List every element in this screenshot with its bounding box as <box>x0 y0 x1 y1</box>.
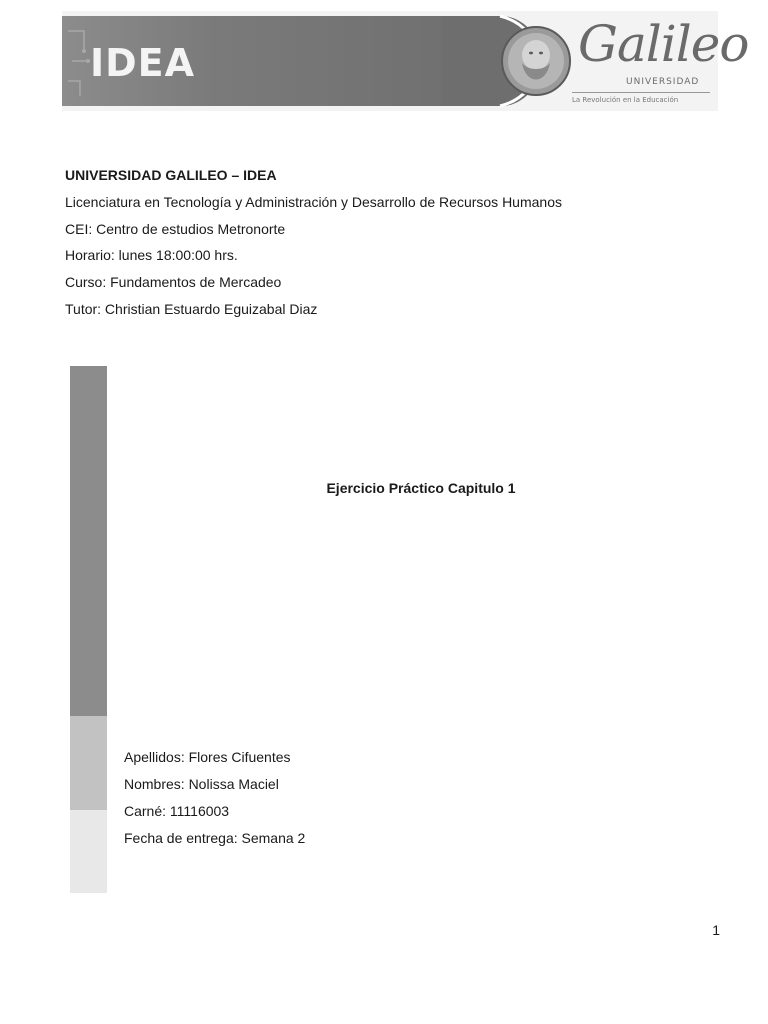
galileo-portrait-icon <box>500 25 572 97</box>
page-number: 1 <box>712 922 720 938</box>
header-banner <box>62 11 749 111</box>
study-center: CEI: Centro de estudios Metronorte <box>65 220 286 237</box>
university-name: UNIVERSIDAD GALILEO – IDEA <box>65 167 277 183</box>
program-name: Licenciatura en Tecnología y Administración y Desarrollo de Recursos Humanos <box>65 193 562 210</box>
course-name: Curso: Fundamentos de Mercadeo <box>65 274 282 291</box>
decorative-bar-dark <box>70 366 107 716</box>
student-info <box>124 744 305 852</box>
galileo-logo-subtitle: UNIVERSIDAD <box>626 77 700 87</box>
idea-logo: IDEA <box>90 41 196 85</box>
document-title: Ejercicio Práctico Capitulo 1 <box>326 480 516 496</box>
tagline-rule <box>572 92 710 93</box>
tutor-name: Tutor: Christian Estuardo Eguizabal Diaz <box>65 300 318 317</box>
decorative-bar-mid <box>70 716 107 810</box>
galileo-tagline: La Revolución en la Educación <box>572 96 679 104</box>
due-date: Fecha de entrega: Semana 2 <box>124 830 306 846</box>
student-surnames: Apellidos: Flores Cifuentes <box>124 749 291 765</box>
student-carne: Carné: 11116003 <box>124 803 230 819</box>
galileo-logo: Galileo <box>578 15 749 73</box>
schedule: Horario: lunes 18:00:00 hrs. <box>65 247 238 264</box>
student-names: Nombres: Nolissa Maciel <box>124 776 279 792</box>
course-info <box>65 162 705 323</box>
decorative-bar-light <box>70 810 107 893</box>
